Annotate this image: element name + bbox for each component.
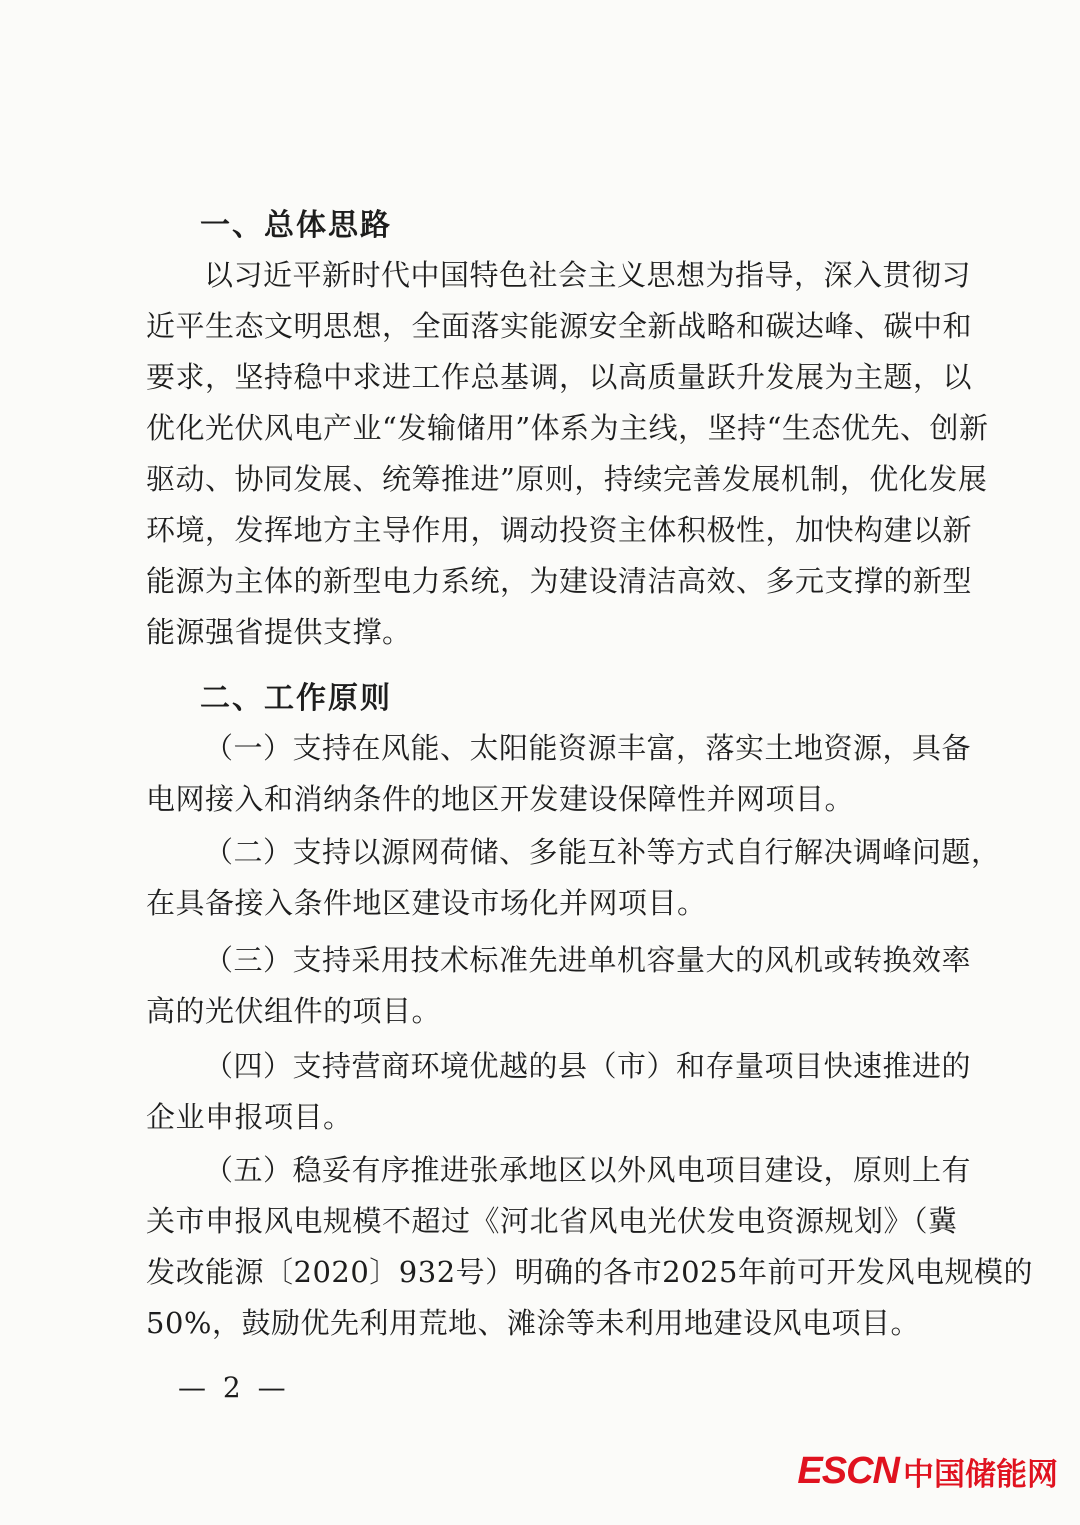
paragraph-line: 环境，发挥地方主导作用，调动投资主体积极性，加快构建以新: [146, 513, 973, 547]
paragraph-line: 以习近平新时代中国特色社会主义思想为指导，深入贯彻习: [204, 258, 972, 292]
paragraph-principle-3: [146, 935, 972, 1037]
paragraph-line: （一）支持在风能、太阳能资源丰富，落实土地资源，具备: [204, 731, 972, 765]
paragraph-line: 能源为主体的新型电力系统，为建设清洁高效、多元支撑的新型: [146, 564, 973, 598]
paragraph-principle-2: [146, 827, 1001, 929]
paragraph-line: 优化光伏风电产业“发输储用”体系为主线，坚持“生态优先、创新: [146, 411, 989, 445]
watermark-latin-text: ESCN: [797, 1449, 899, 1492]
paragraph-line: （二）支持以源网荷储、多能互补等方式自行解决调峰问题，: [204, 835, 1001, 869]
escn-watermark-logo: [797, 1447, 1058, 1495]
paragraph-line: 要求，坚持稳中求进工作总基调，以高质量跃升发展为主题，以: [146, 360, 973, 394]
paragraph-overall-approach: [146, 250, 989, 658]
paragraph-principle-4: [146, 1041, 972, 1143]
paragraph-line: 关市申报风电规模不超过《河北省风电光伏发电资源规划》（冀: [146, 1204, 958, 1238]
watermark-cjk-text: 中国储能网: [903, 1456, 1058, 1493]
section-heading-overall-approach: 一、总体思路: [200, 208, 392, 243]
paragraph-line: 企业申报项目。: [146, 1100, 353, 1134]
paragraph-line: 50%，鼓励优先利用荒地、滩涂等未利用地建设风电项目。: [146, 1306, 920, 1340]
paragraph-line: 在具备接入条件地区建设市场化并网项目。: [146, 886, 707, 920]
paragraph-line: （三）支持采用技术标准先进单机容量大的风机或转换效率: [204, 943, 972, 977]
paragraph-line: 能源强省提供支撑。: [146, 615, 412, 649]
paragraph-line: 驱动、协同发展、统筹推进”原则，持续完善发展机制，优化发展: [146, 462, 988, 496]
paragraph-line: 近平生态文明思想，全面落实能源安全新战略和碳达峰、碳中和: [146, 309, 973, 343]
paragraph-line: 高的光伏组件的项目。: [146, 994, 442, 1028]
section-heading-work-principles: 二、工作原则: [200, 681, 392, 716]
paragraph-line: 电网接入和消纳条件的地区开发建设保障性并网项目。: [146, 782, 855, 816]
paragraph-principle-1: [146, 723, 972, 825]
paragraph-principle-5: [146, 1145, 1033, 1349]
paragraph-line: 发改能源〔2020〕932号）明确的各市2025年前可开发风电规模的: [146, 1255, 1033, 1289]
paragraph-line: （四）支持营商环境优越的县（市）和存量项目快速推进的: [204, 1049, 972, 1083]
page-number: — 2 —: [178, 1371, 290, 1404]
paragraph-line: （五）稳妥有序推进张承地区以外风电项目建设，原则上有: [204, 1153, 972, 1187]
